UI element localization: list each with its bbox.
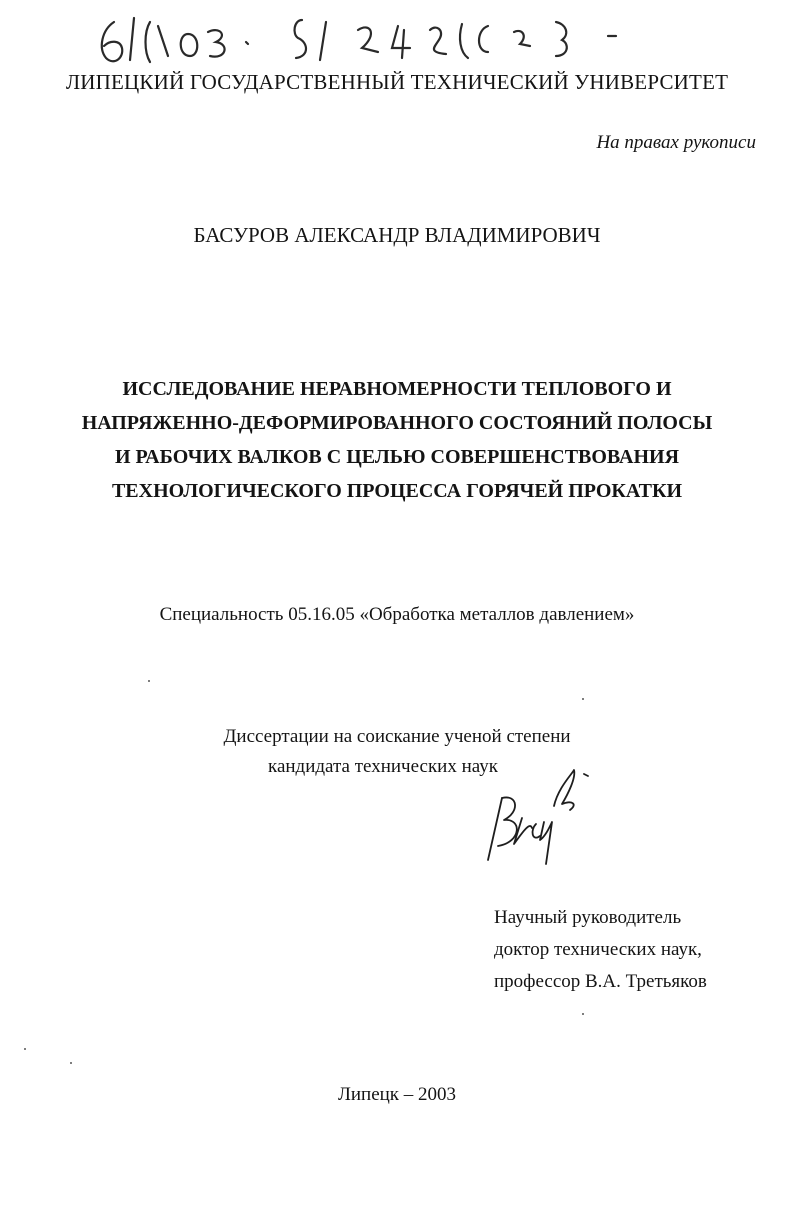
degree-line: кандидата технических наук — [268, 756, 498, 777]
title-line: ТЕХНОЛОГИЧЕСКОГО ПРОЦЕССА ГОРЯЧЕЙ ПРОКАТКИ — [111, 480, 683, 502]
dissertation-title — [40, 372, 754, 508]
title-line: ИССЛЕДОВАНИЕ НЕРАВНОМЕРНОСТИ ТЕПЛОВОГО И — [122, 378, 672, 400]
scan-speck — [148, 680, 150, 682]
degree-line: Диссертации на соискание ученой степени — [223, 726, 571, 747]
supervisor-line: Научный руководитель — [494, 907, 682, 928]
specialty: Специальность 05.16.05 «Обработка металлов давлением» — [159, 604, 635, 625]
handwritten-archive-number — [96, 8, 696, 68]
city-year: Липецк – 2003 — [337, 1084, 457, 1105]
scan-speck — [70, 1062, 72, 1064]
author-name: БАСУРОВ АЛЕКСАНДР ВЛАДИМИРОВИЧ — [193, 223, 601, 247]
signature — [484, 764, 604, 872]
supervisor-line: доктор технических наук, — [494, 939, 702, 960]
scan-speck — [582, 698, 584, 700]
scan-speck — [582, 1013, 584, 1015]
rights-note: На правах рукописи — [596, 132, 756, 153]
supervisor-line: профессор В.А. Третьяков — [494, 971, 707, 992]
scan-speck — [24, 1048, 26, 1050]
title-line: НАПРЯЖЕННО-ДЕФОРМИРОВАННОГО СОСТОЯНИЙ ПОЛОСЫ — [81, 412, 713, 434]
title-line: И РАБОЧИХ ВАЛКОВ С ЦЕЛЬЮ СОВЕРШЕНСТВОВАНИЯ — [114, 446, 680, 468]
supervisor-block — [494, 902, 707, 998]
university-name: ЛИПЕЦКИЙ ГОСУДАРСТВЕННЫЙ ТЕХНИЧЕСКИЙ УНИВЕРСИТЕТ — [65, 70, 729, 94]
dissertation-degree — [0, 722, 794, 782]
